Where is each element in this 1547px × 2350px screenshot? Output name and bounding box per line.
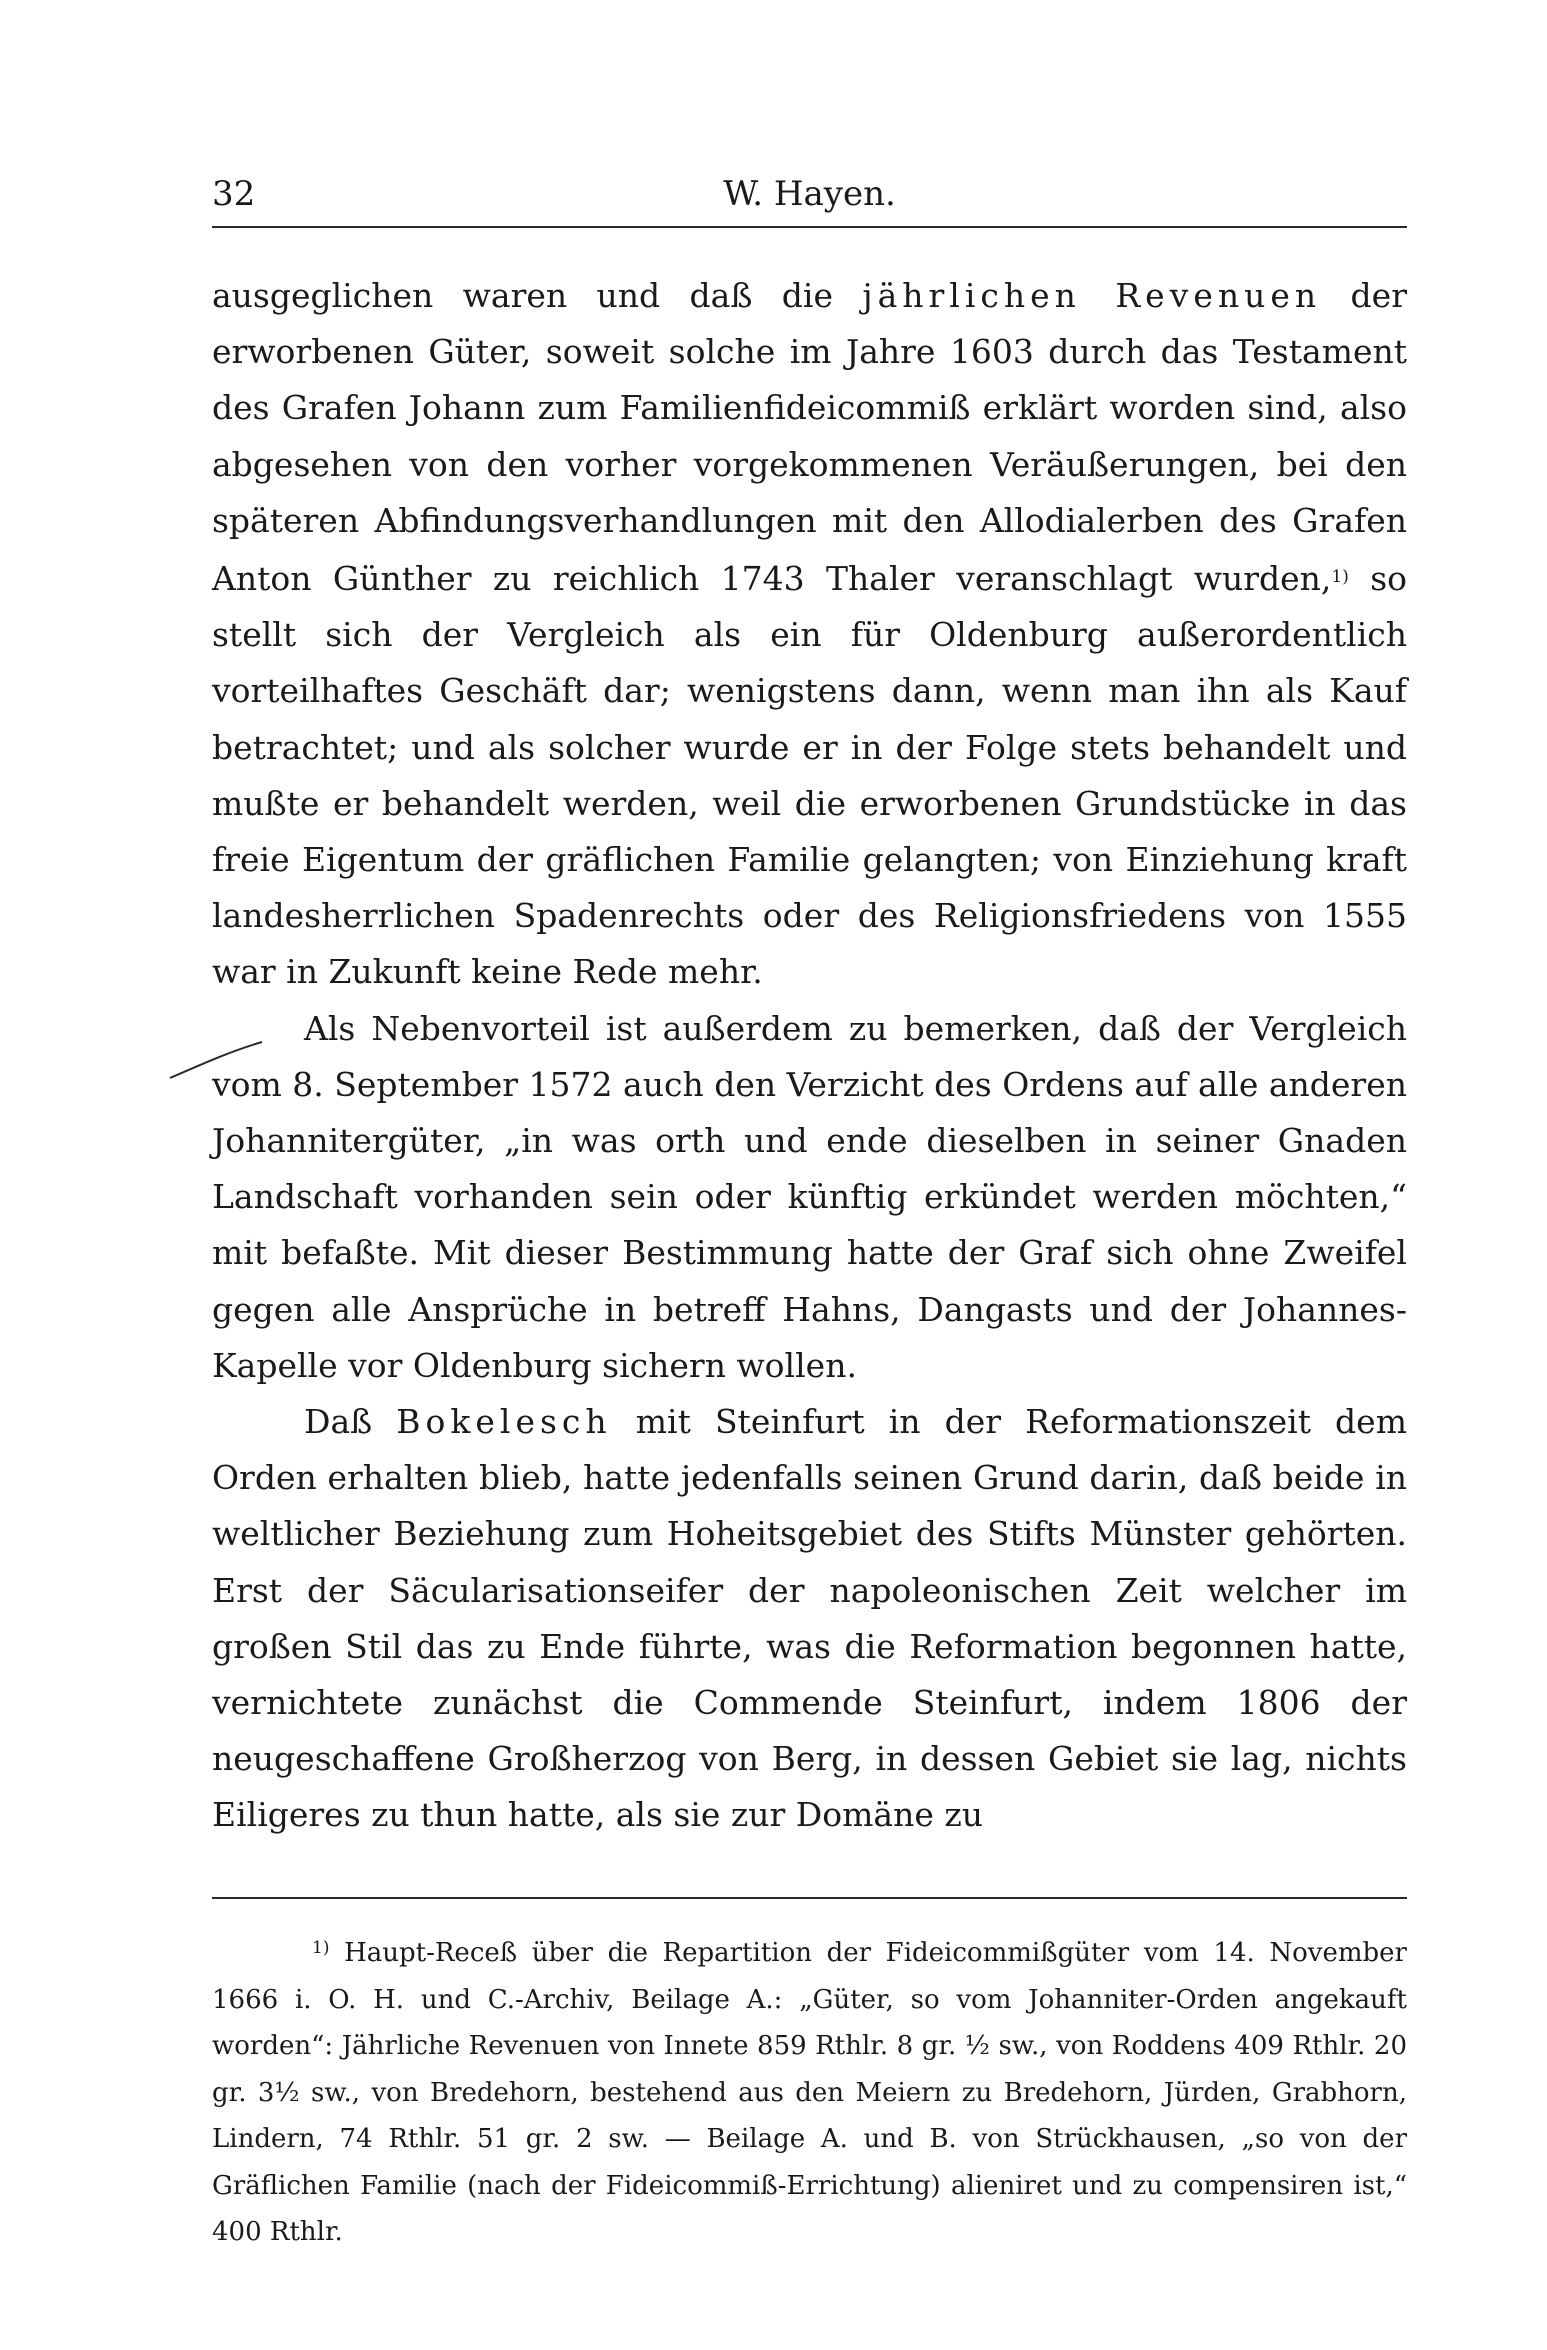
page-number: 32 [212,174,256,214]
spaced-term-bokelesch: Bokelesch [396,1402,612,1442]
page-header [212,172,1407,222]
footnote-reference[interactable]: 1) [1331,567,1349,588]
footnote-mark: 1) [312,1938,330,1958]
paragraph-1 [212,268,1407,1001]
footnote-1 [212,1925,1407,2256]
paragraph-3-part-b: mit Steinfurt in der Reformationszeit dem Orden erhalten blieb, hatte jedenfalls seinen Grund darin, daß beide in weltlicher Beziehung zum Hoheitsgebiet des Stifts Münster gehörten. Erst der Säcularisationseifer der napoleonischen Zeit welcher im großen Stil das zu Ende führte, was die Reformation begonnen hatte, vernichtete zunächst die Commende Steinfurt, indem 1806 der neugeschaffene Großherzog von Berg, in dessen Gebiet sie lag, nichts Eiligeres zu thun hatte, als sie zur Domäne zu [212,1402,1407,1835]
paragraph-1-part-a: ausgeglichen waren und daß die [212,276,863,315]
paragraph-2: Als Nebenvorteil ist außerdem zu bemerken, daß der Vergleich vom 8. September 1572 auch den Verzicht des Ordens auf alle anderen Johannitergüter, „in was orth und ende dieselben in seiner Gnaden Landschaft vorhanden sein oder künftig erkündet werden möchten,“ mit befaßte. Mit dieser Bestimmung hatte der Graf sich ohne Zweifel gegen alle Ansprüche in betreff Hahns, Dangasts und der Johannes-Kapelle vor Oldenburg sichern wollen. [212,1008,1407,1385]
body-text [212,268,1407,1844]
paragraph-1-part-b: der erworbenen Güter, soweit solche im Jahre 1603 durch das Testament des Grafen Johann zum Familienfideicommiß erklärt worden sind, also abgesehen von den vorher vorgekommenen Veräußerungen, bei den späteren Abfindungsverhandlungen mit den Allodialerben des Grafen Anton Günther zu reichlich 1743 Thaler veranschlagt wurden, [212,276,1407,599]
footnote-rule [212,1897,1407,1899]
header-rule [212,226,1407,228]
footnotes [212,1925,1407,2256]
paragraph-3 [212,1394,1407,1844]
paragraph-3-part-a: Daß [304,1402,397,1442]
paragraph-1-part-c: so stellt sich der Vergleich als ein für Oldenburg außerordentlich vorteilhaftes Geschäft dar; wenigstens dann, wenn man ihn als Kauf betrachtet; und als solcher wurde er in der Folge stets behandelt und mußte er behandelt werden, weil die erworbenen Grundstücke in das freie Eigentum der gräflichen Familie gelangten; von Einziehung kraft landesherrlichen Spadenrechts oder des Religionsfriedens von 1555 war in Zukunft keine Rede mehr. [212,559,1407,992]
running-head: W. Hayen. [723,174,896,214]
spaced-term-revenuen: jährlichen Revenuen [862,276,1322,315]
footnote-text: Haupt-Receß über die Repartition der Fideicommißgüter vom 14. November 1666 i. O. H. und C.-Archiv, Beilage A.: „Güter, so vom Johanniter-Orden angekauft worden“: Jährliche Revenuen von Innete 859 Rthlr. 8 gr. ½ sw., von Roddens 409 Rthlr. 20 gr. 3½ sw., von Bredehorn, bestehend aus den Meiern zu Bredehorn, Jürden, Grabhorn, Lindern, 74 Rthlr. 51 gr. 2 sw. — Beilage A. und B. von Strückhausen, „so von der Gräflichen Familie (nach der Fideicommiß-Errichtung) alieniret und zu compensiren ist,“ 400 Rthlr. [212,1938,1407,2247]
